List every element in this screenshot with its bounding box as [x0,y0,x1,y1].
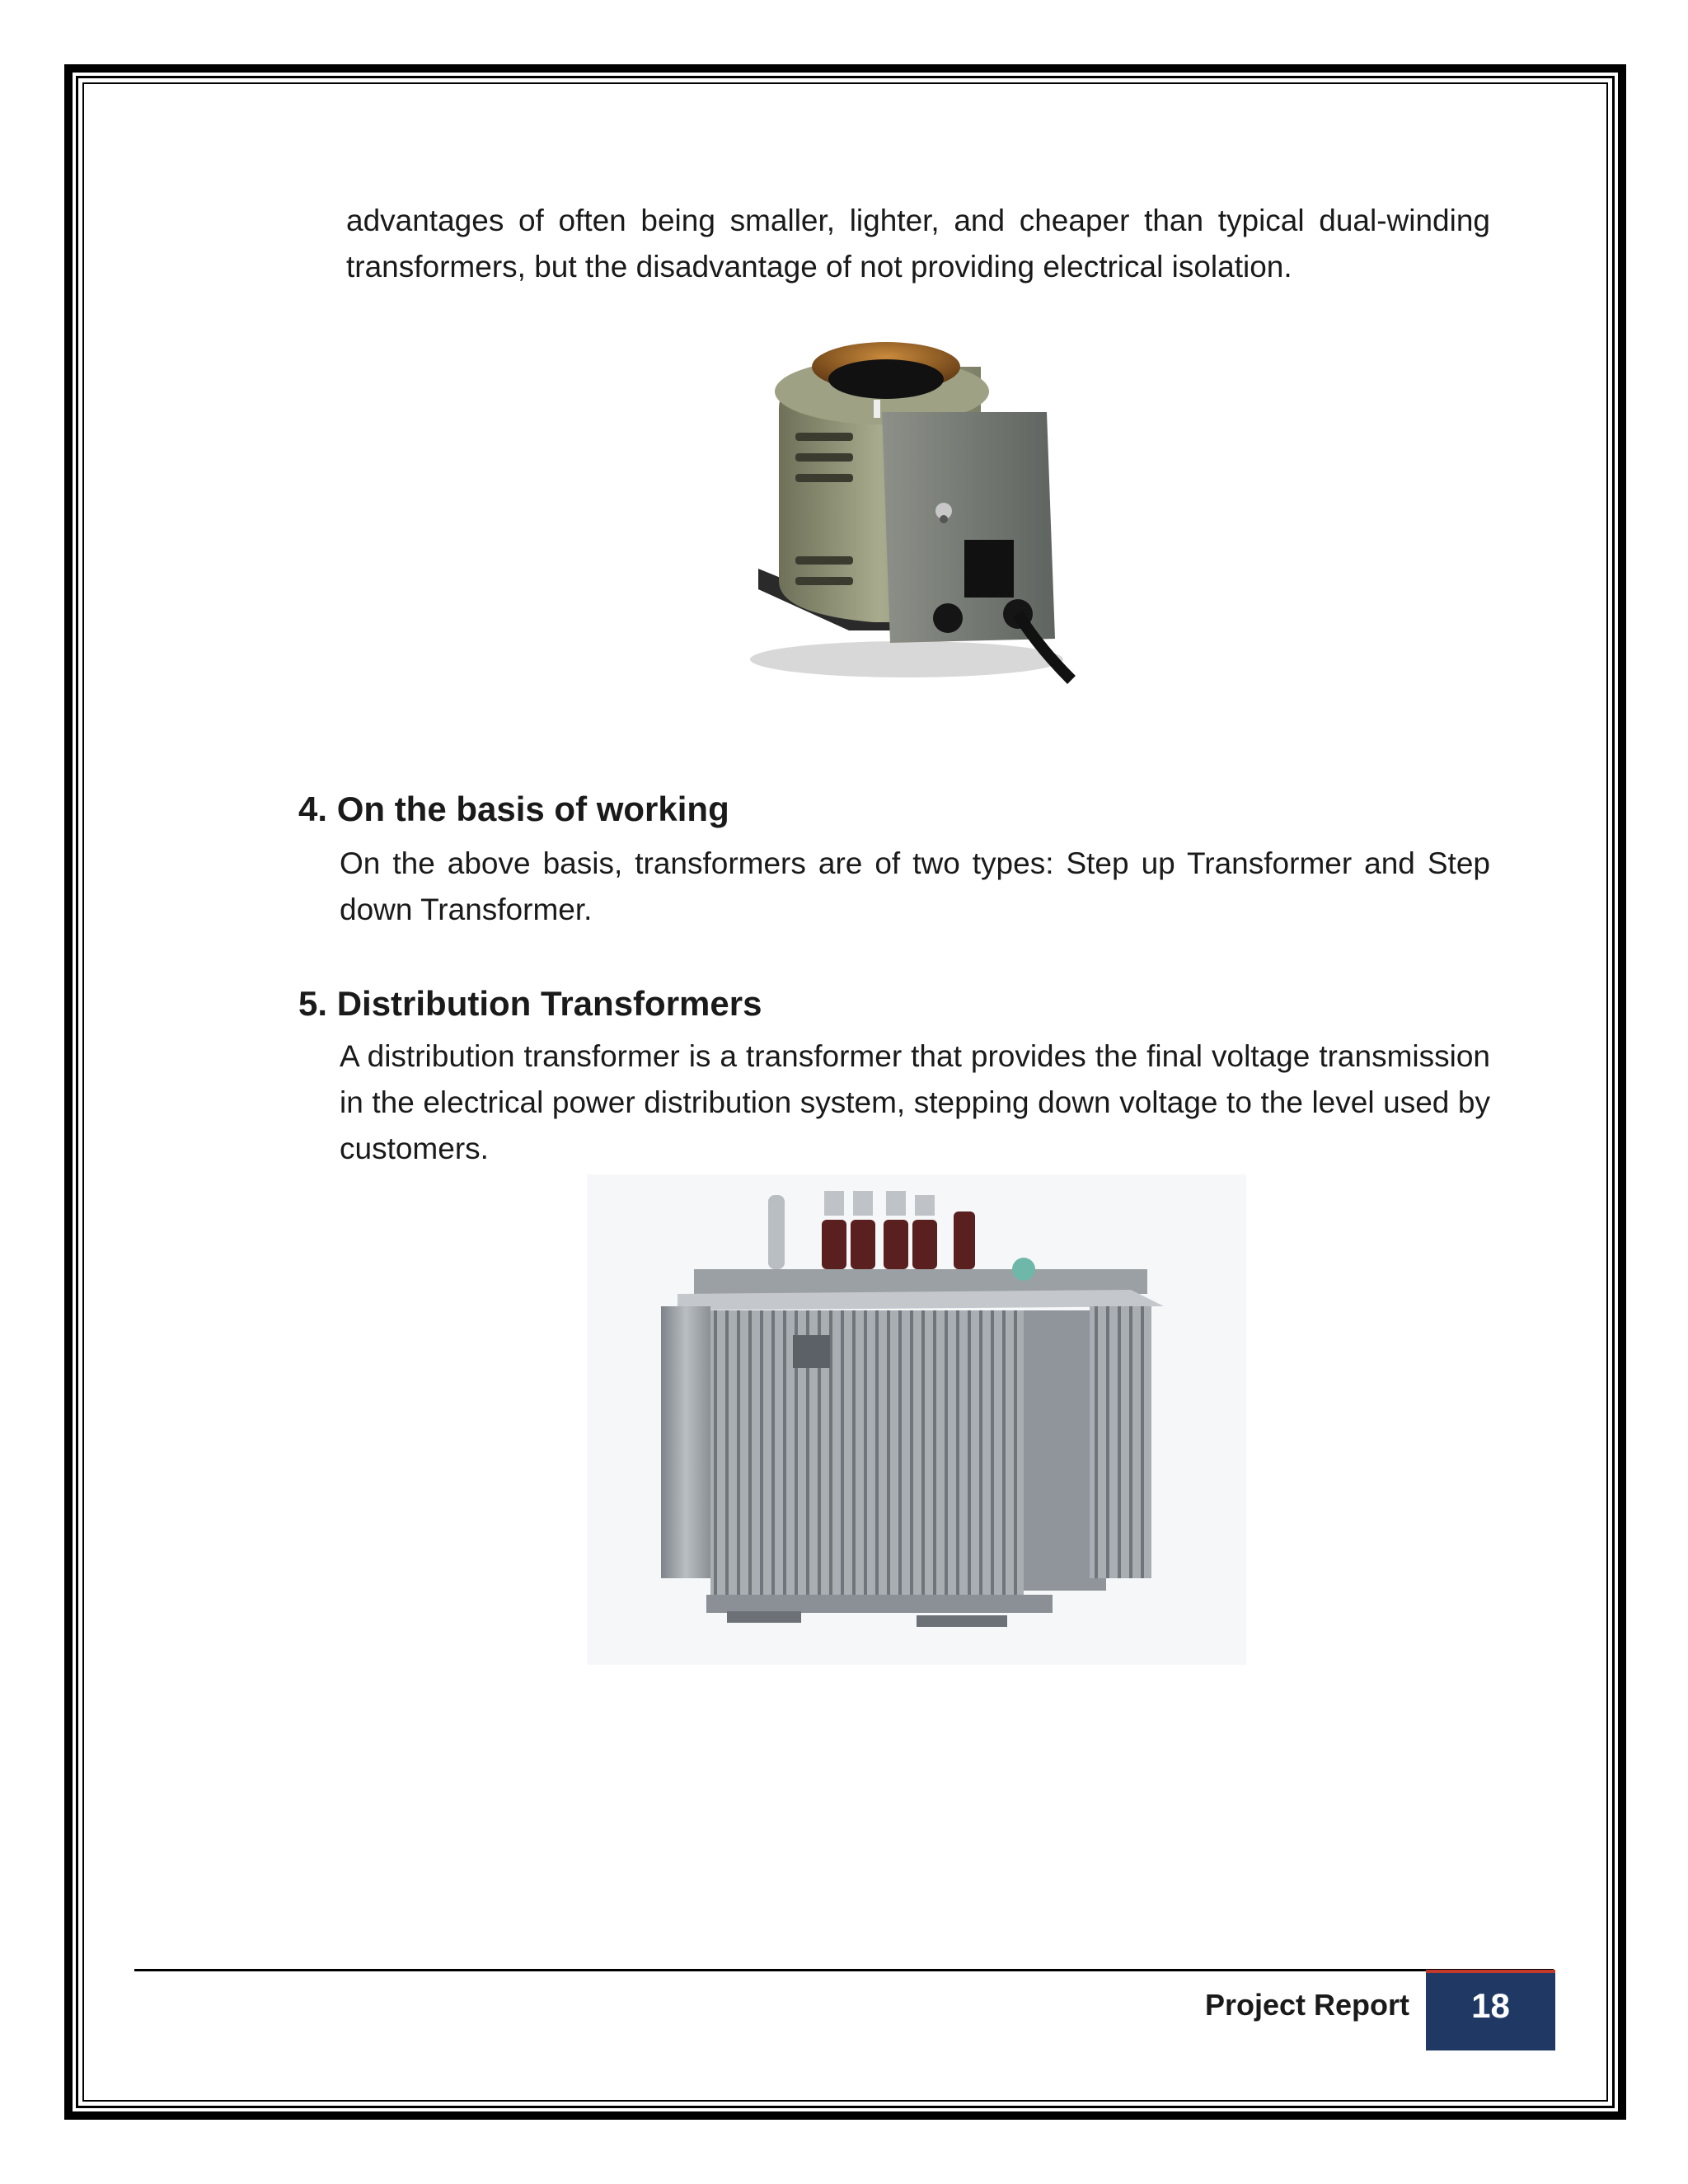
distribution-transformer-image [587,1174,1246,1665]
footer-divider [134,1969,1554,1971]
intro-paragraph: advantages of often being smaller, lighter, and cheaper than typical dual-winding transformers, but the disadvantage of not providing electrical isolation. [346,204,1490,284]
autotransformer-image [742,334,1088,688]
section-body-distribution: A distribution transformer is a transformer that provides the final voltage transmission in the electrical power distribution system, stepping down voltage to the level used by customers. [340,1039,1490,1165]
section-body-working: On the above basis, transformers are of two types: Step up Transformer and Step down Transformer. [340,846,1490,926]
footer-title: Project Report [1204,1988,1409,2022]
page-number: 18 [1426,1970,1555,2050]
section-heading-working: 4. On the basis of working [298,790,729,828]
section-heading-distribution: 5. Distribution Transformers [298,984,762,1023]
